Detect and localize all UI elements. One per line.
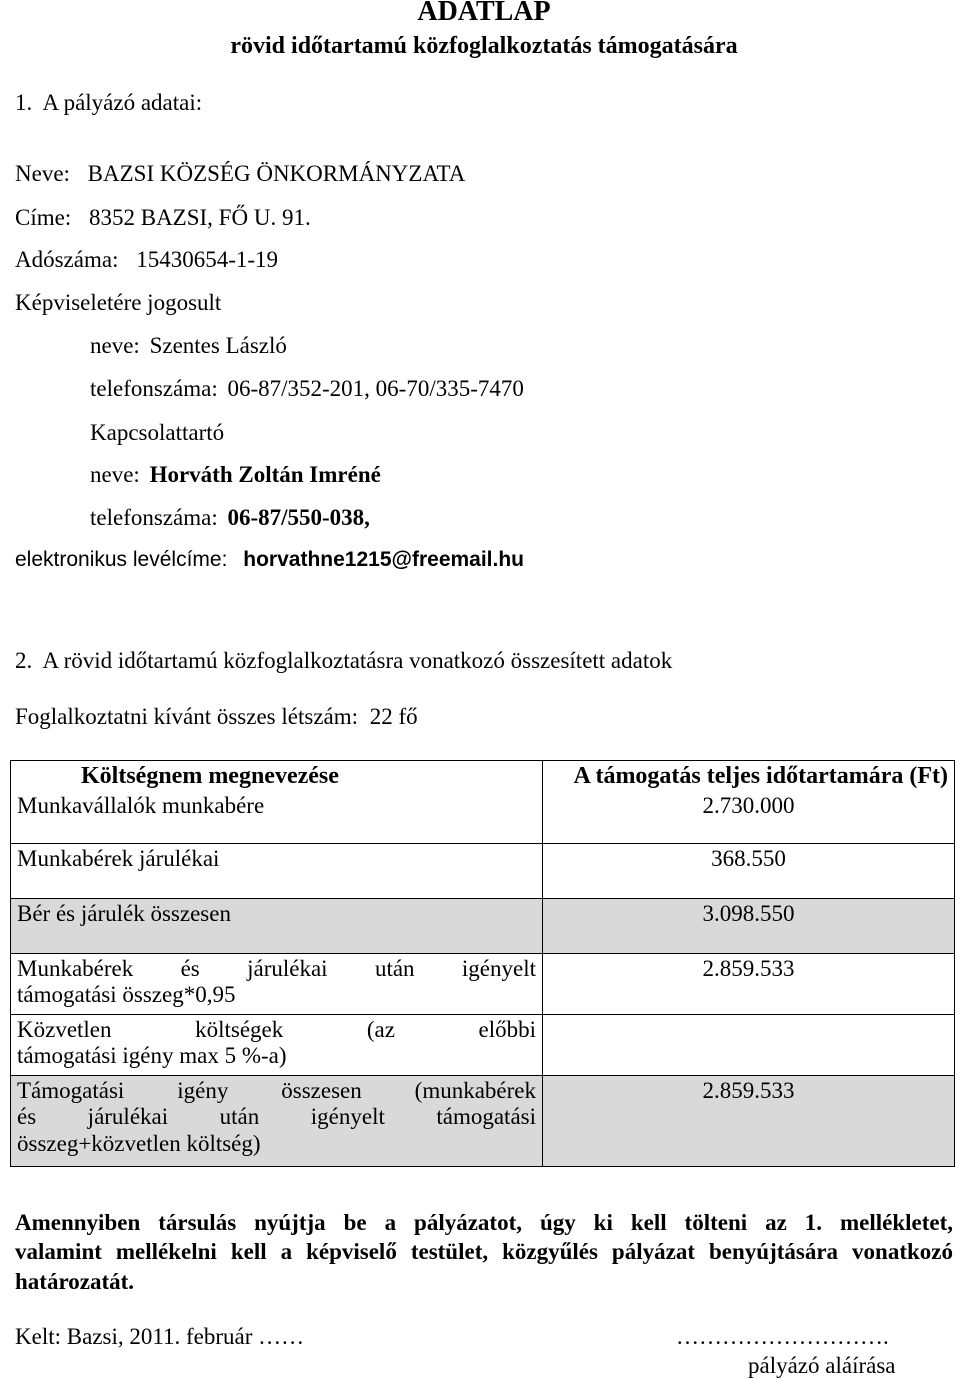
cost-row-value: 3.098.550 xyxy=(543,899,955,954)
cost-row-label-line: Közvetlen költségek (az előbbi xyxy=(17,1017,536,1042)
applicant-address-value: 8352 BAZSI, FŐ U. 91. xyxy=(88,205,311,230)
cost-row-label-line: támogatási igény max 5 %-a) xyxy=(17,1043,287,1069)
headcount-value: 22 fő xyxy=(369,704,418,729)
applicant-address-row xyxy=(15,205,311,231)
table-row xyxy=(11,954,955,1015)
note-line: határozatát. xyxy=(15,1268,135,1294)
contact-name-label: neve: xyxy=(90,462,140,487)
cost-table xyxy=(10,760,955,1167)
cost-row-label xyxy=(11,954,543,1015)
cost-row-label-line: összeg+közvetlen költség) xyxy=(17,1130,261,1156)
headcount-row xyxy=(15,704,418,730)
representative-name-row xyxy=(90,333,287,359)
cost-row-label xyxy=(11,1015,543,1076)
table-row xyxy=(11,899,955,954)
representative-heading: Képviseletére jogosult xyxy=(15,290,222,315)
signature-label: pályázó aláírása xyxy=(748,1353,896,1378)
contact-heading: Kapcsolattartó xyxy=(90,420,225,445)
applicant-tax-row xyxy=(15,247,278,273)
association-note xyxy=(15,1208,953,1296)
cost-row-value: 2.859.533 xyxy=(543,1076,955,1167)
table-row xyxy=(11,793,955,844)
section1-heading: 1. A pályázó adatai: xyxy=(15,90,203,115)
representative-name-label: neve: xyxy=(90,333,140,358)
contact-phone-row xyxy=(90,505,370,531)
cost-row-label-line: Munkabérek és járulékai után igényelt xyxy=(17,956,536,981)
applicant-name-row xyxy=(15,161,465,187)
cost-table-header-category: Költségnem megnevezése xyxy=(11,761,543,794)
note-line: valamint mellékelni kell a képviselő testület, közgyűlés pályázat benyújtására vonatkozó xyxy=(15,1239,953,1265)
email-label: elektronikus levélcíme: xyxy=(15,548,228,571)
place-date: Kelt: Bazsi, 2011. február …… xyxy=(15,1324,305,1349)
cost-row-label-line: és járulékai után igényelt támogatási xyxy=(17,1104,536,1130)
cost-table-header-amount: A támogatás teljes időtartamára (Ft) xyxy=(543,761,955,794)
cost-row-value: 2.859.533 xyxy=(543,954,955,1015)
applicant-name-value: BAZSI KÖZSÉG ÖNKORMÁNYZATA xyxy=(87,161,466,186)
cost-row-label: Munkavállalók munkabére xyxy=(11,793,543,844)
cost-row-value: 368.550 xyxy=(543,844,955,899)
email-value[interactable]: horvathne1215@freemail.hu xyxy=(243,548,525,571)
cost-row-value xyxy=(543,1015,955,1076)
representative-phone-value: 06-87/352-201, 06-70/335-7470 xyxy=(227,376,524,401)
headcount-label: Foglalkoztatni kívánt összes létszám: xyxy=(15,704,359,729)
cost-table-header-row xyxy=(11,761,955,794)
cost-row-label xyxy=(11,1076,543,1167)
cost-row-label: Munkabérek járulékai xyxy=(11,844,543,899)
applicant-tax-value: 15430654-1-19 xyxy=(136,247,279,272)
document-title: ADATLAP xyxy=(417,0,551,27)
representative-phone-label: telefonszáma: xyxy=(90,376,218,401)
applicant-name-label: Neve: xyxy=(15,161,70,186)
contact-name-value: Horváth Zoltán Imréné xyxy=(149,462,381,487)
table-row xyxy=(11,1076,955,1167)
cost-row-value: 2.730.000 xyxy=(543,793,955,844)
contact-phone-label: telefonszáma: xyxy=(90,505,218,530)
section2-heading: 2. A rövid időtartamú közfoglalkoztatásra vonatkozó összesített adatok xyxy=(15,648,673,673)
signature-line: ………………………. xyxy=(676,1324,889,1349)
table-row xyxy=(11,1015,955,1076)
table-row xyxy=(11,844,955,899)
contact-name-row xyxy=(90,462,381,488)
cost-row-label-line: támogatási összeg*0,95 xyxy=(17,982,236,1008)
applicant-address-label: Címe: xyxy=(15,205,72,230)
representative-phone-row xyxy=(90,376,524,402)
cost-row-label: Bér és járulék összesen xyxy=(11,899,543,954)
document-subtitle: rövid időtartamú közfoglalkoztatás támogatására xyxy=(230,33,738,59)
note-line: Amennyiben társulás nyújtja be a pályázatot, úgy ki kell tölteni az 1. mellékletet, xyxy=(15,1210,953,1235)
cost-row-label-line: Támogatási igény összesen (munkabérek xyxy=(17,1078,536,1103)
email-row xyxy=(15,548,524,572)
representative-name-value: Szentes László xyxy=(149,333,287,358)
contact-phone-value: 06-87/550-038, xyxy=(227,505,370,530)
applicant-tax-label: Adószáma: xyxy=(15,247,119,272)
